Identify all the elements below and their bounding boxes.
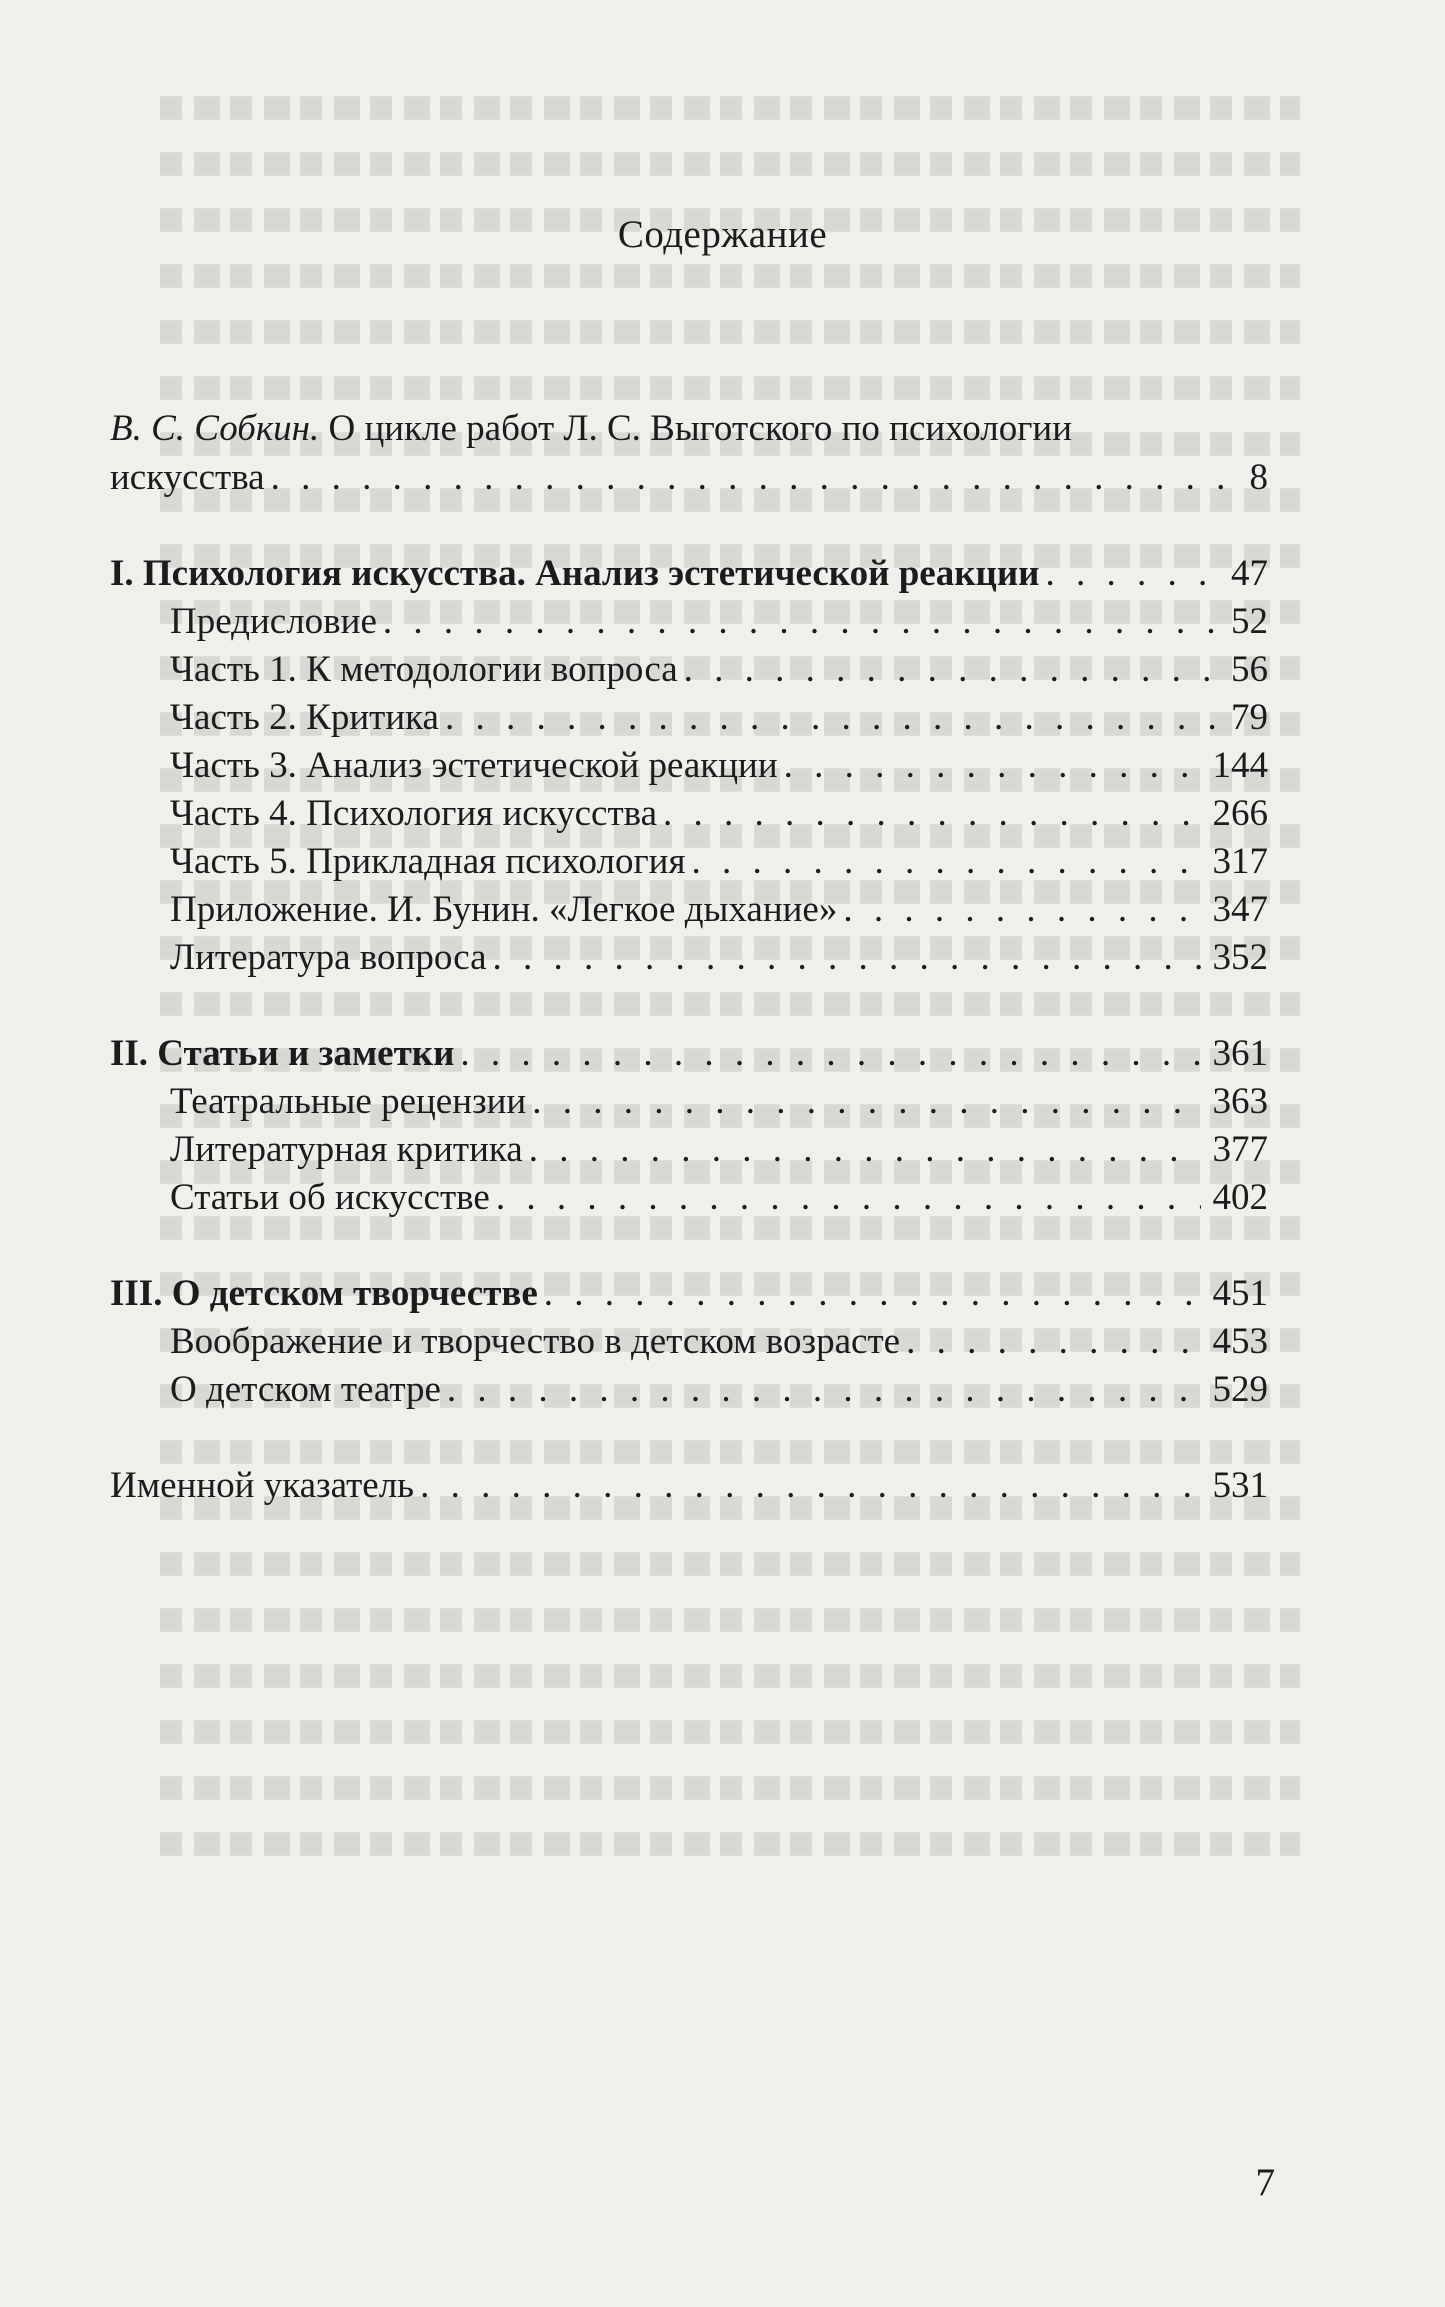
- leader-dots: [906, 1318, 1200, 1366]
- entry-title: II. Статьи и заметки: [110, 1033, 455, 1074]
- toc-entry: [110, 742, 1268, 790]
- entry-title: Часть 5. Прикладная психология: [170, 841, 686, 882]
- page-title: Содержание: [617, 213, 828, 256]
- toc-entry: [110, 790, 1268, 838]
- entry-page: 56: [1231, 649, 1268, 690]
- entry-page: 529: [1212, 1369, 1268, 1410]
- toc-entry-part3: [110, 1270, 1268, 1318]
- intro-author: В. С. Собкин.: [110, 408, 320, 449]
- entry-page: 47: [1231, 553, 1268, 594]
- leader-dots: [420, 1462, 1200, 1510]
- entry-title: Театральные рецензии: [170, 1081, 527, 1122]
- leader-dots: [496, 1174, 1201, 1222]
- leader-dots: [447, 1366, 1201, 1414]
- leader-dots: [493, 934, 1201, 982]
- leader-dots: [544, 1270, 1201, 1318]
- entry-title: Предисловие: [170, 601, 377, 642]
- toc-entry: [110, 1318, 1268, 1366]
- intro-entry-line2: [110, 454, 1268, 502]
- toc-entry: [110, 934, 1268, 982]
- entry-page: 402: [1212, 1177, 1268, 1218]
- leader-dots: [1045, 550, 1219, 598]
- toc-entry: [110, 598, 1268, 646]
- intro-page: 8: [1249, 457, 1268, 498]
- entry-page: 144: [1212, 745, 1268, 786]
- intro-title-line2: искусства: [110, 457, 265, 498]
- intro-title-line1: О цикле работ Л. С. Выготского по психологии: [319, 408, 1073, 449]
- leader-dots: [445, 694, 1219, 742]
- entry-page: 453: [1212, 1321, 1268, 1362]
- entry-title: III. О детском творчестве: [110, 1273, 538, 1314]
- toc-entry: [110, 1078, 1268, 1126]
- leader-dots: [529, 1126, 1201, 1174]
- leader-dots: [843, 886, 1200, 934]
- entry-title: Часть 4. Психология искусства: [170, 793, 658, 834]
- entry-page: 79: [1231, 697, 1268, 738]
- toc-entry: [110, 646, 1268, 694]
- entry-page: 377: [1212, 1129, 1268, 1170]
- entry-title: Часть 2. Критика: [170, 697, 439, 738]
- entry-title: Часть 1. К методологии вопроса: [170, 649, 678, 690]
- toc-entry: [110, 1366, 1268, 1414]
- entry-page: 451: [1212, 1273, 1268, 1314]
- leader-dots: [271, 454, 1238, 502]
- entry-page: 352: [1212, 937, 1268, 978]
- intro-entry-line1: [110, 405, 1268, 453]
- page-number: 7: [1255, 2161, 1275, 2204]
- entry-title: Литература вопроса: [170, 937, 487, 978]
- entry-title: Литературная критика: [170, 1129, 523, 1170]
- toc-entry: [110, 886, 1268, 934]
- toc-entry-part1: [110, 550, 1268, 598]
- entry-title: I. Психология искусства. Анализ эстетической реакции: [110, 553, 1040, 594]
- entry-title: Именной указатель: [110, 1465, 415, 1506]
- toc-entry: [110, 1126, 1268, 1174]
- leader-dots: [460, 1030, 1200, 1078]
- entry-page: 531: [1212, 1465, 1268, 1506]
- entry-page: 361: [1212, 1033, 1268, 1074]
- toc-entry-index: [110, 1462, 1268, 1510]
- leader-dots: [684, 646, 1219, 694]
- leader-dots: [784, 742, 1201, 790]
- entry-page: 52: [1231, 601, 1268, 642]
- entry-page: 266: [1212, 793, 1268, 834]
- leader-dots: [383, 598, 1219, 646]
- entry-page: 363: [1212, 1081, 1268, 1122]
- leader-dots: [691, 838, 1200, 886]
- toc-entry-part2: [110, 1030, 1268, 1078]
- entry-title: Часть 3. Анализ эстетической реакции: [170, 745, 778, 786]
- entry-title: Статьи об искусстве: [170, 1177, 490, 1218]
- entry-page: 347: [1212, 889, 1268, 930]
- entry-page: 317: [1212, 841, 1268, 882]
- leader-dots: [663, 790, 1200, 838]
- entry-title: Приложение. И. Бунин. «Легкое дыхание»: [170, 889, 838, 930]
- toc-entry: [110, 838, 1268, 886]
- toc-entry: [110, 1174, 1268, 1222]
- entry-title: О детском театре: [170, 1369, 441, 1410]
- toc-entry: [110, 694, 1268, 742]
- leader-dots: [532, 1078, 1200, 1126]
- entry-title: Воображение и творчество в детском возрасте: [170, 1321, 901, 1362]
